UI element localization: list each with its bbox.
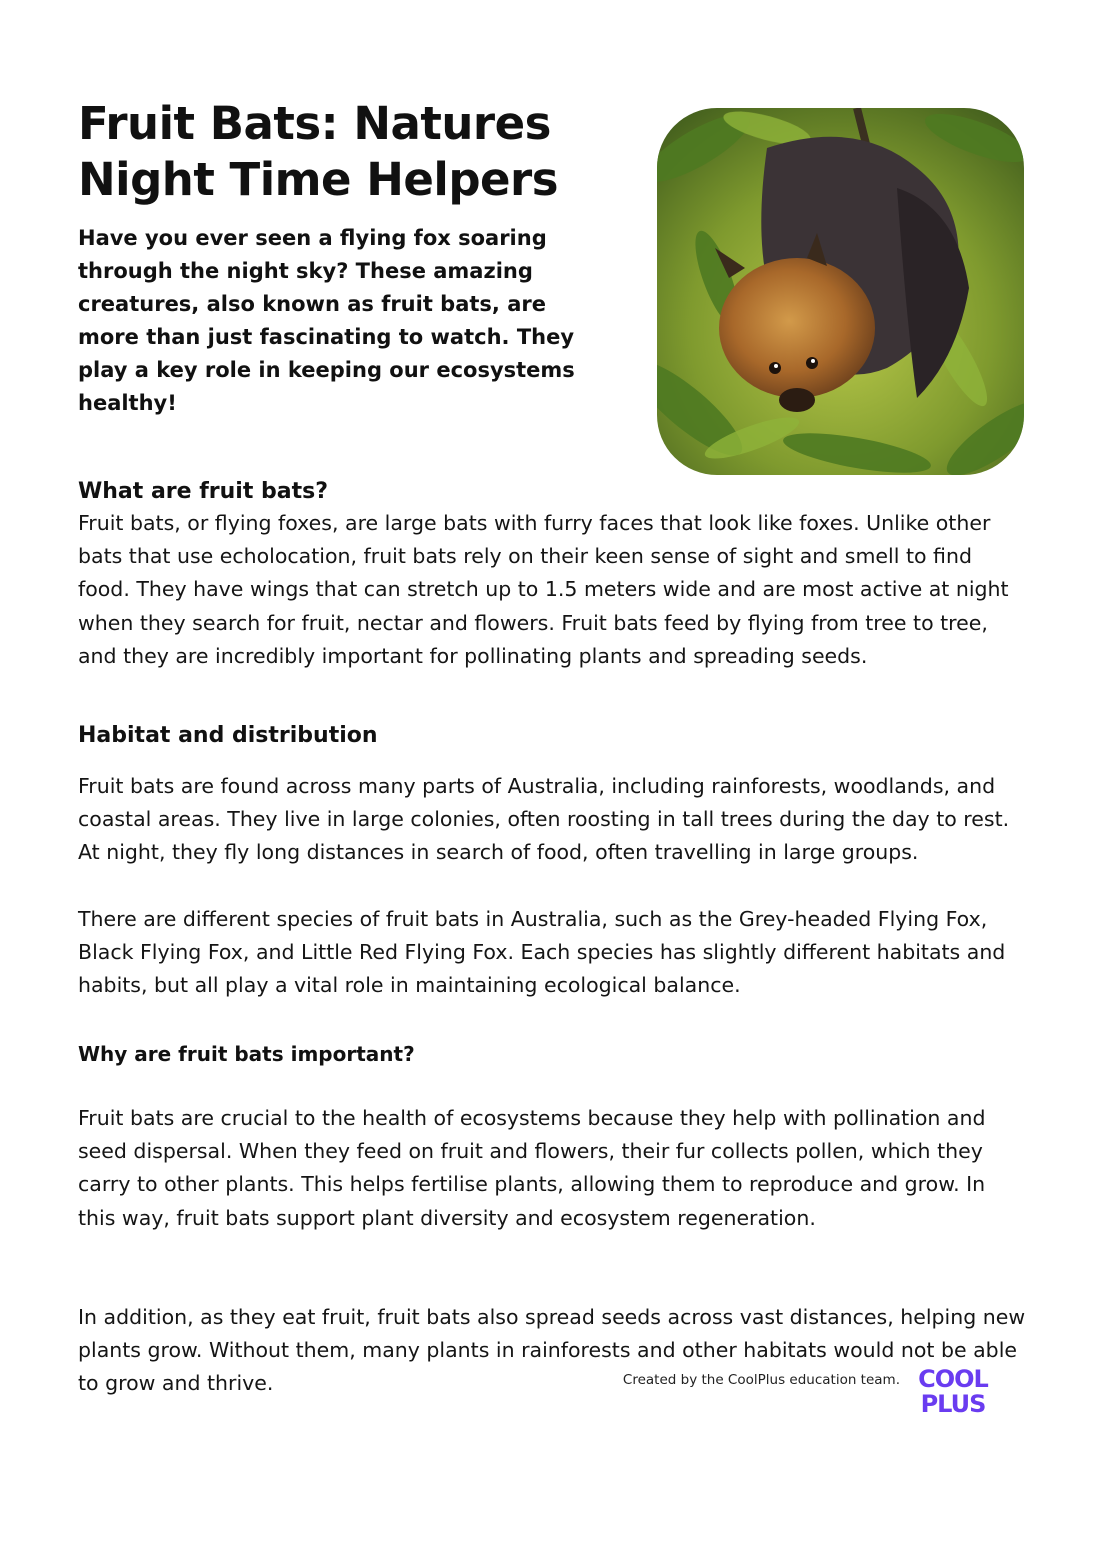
section-paragraph: Fruit bats are found across many parts of Australia, including rainforests, woodlands, and coastal areas. They live in large colonies, often roosting in tall trees during the day to rest. At night, they fly long distances in search of food, often travelling in large groups. bbox=[78, 774, 1010, 865]
coolplus-logo bbox=[914, 1362, 992, 1420]
logo-word-cool: COOL bbox=[918, 1365, 988, 1393]
section-heading-habitat: Habitat and distribution bbox=[78, 723, 378, 748]
section-paragraph: Fruit bats are crucial to the health of ecosystems because they help with pollination and seed dispersal. When they feed on fruit and flowers, their fur collects pollen, which they carry to other plants. This helps fertilise plants, allowing them to reproduce and grow. In this way, fruit bats support plant diversity and ecosystem regeneration. bbox=[78, 1106, 986, 1230]
page-title: Fruit Bats: Natures Night Time Helpers bbox=[78, 97, 559, 206]
section-paragraph: Fruit bats, or flying foxes, are large bats with furry faces that look like foxes. Unlike other bats that use echolocation, fruit bats rely on their keen sense of sight and smell to find food. They have wings that can stretch up to 1.5 meters wide and are most active at night when they search for fruit, nectar and flowers. Fruit bats feed by flying from tree to tree, and they are incredibly important for pollinating plants and spreading seeds. bbox=[78, 511, 1009, 668]
section-paragraph: There are different species of fruit bats in Australia, such as the Grey-headed Flying Fox, Black Flying Fox, and Little Red Flying Fox. Each species has slightly different habitats and habits, but all play a vital role in maintaining ecological balance. bbox=[78, 907, 1006, 998]
logo-word-plus: PLUS bbox=[920, 1390, 986, 1418]
intro-paragraph: Have you ever seen a flying fox soaring through the night sky? These amazing creatures, also known as fruit bats, are more than just fascinating to watch. They play a key role in keeping our ecosystems healthy! bbox=[78, 226, 575, 415]
fruit-bat-photo bbox=[657, 108, 1024, 475]
footer-credit: Created by the CoolPlus education team. bbox=[622, 1372, 900, 1388]
section-heading-what-are-fruit-bats: What are fruit bats? bbox=[78, 479, 328, 504]
section-heading-why-important: Why are fruit bats important? bbox=[78, 1042, 415, 1066]
section-paragraph: In addition, as they eat fruit, fruit bats also spread seeds across vast distances, helping new plants grow. Without them, many plants in rainforests and other habitats would not be able to grow and thrive. bbox=[78, 1305, 1026, 1396]
